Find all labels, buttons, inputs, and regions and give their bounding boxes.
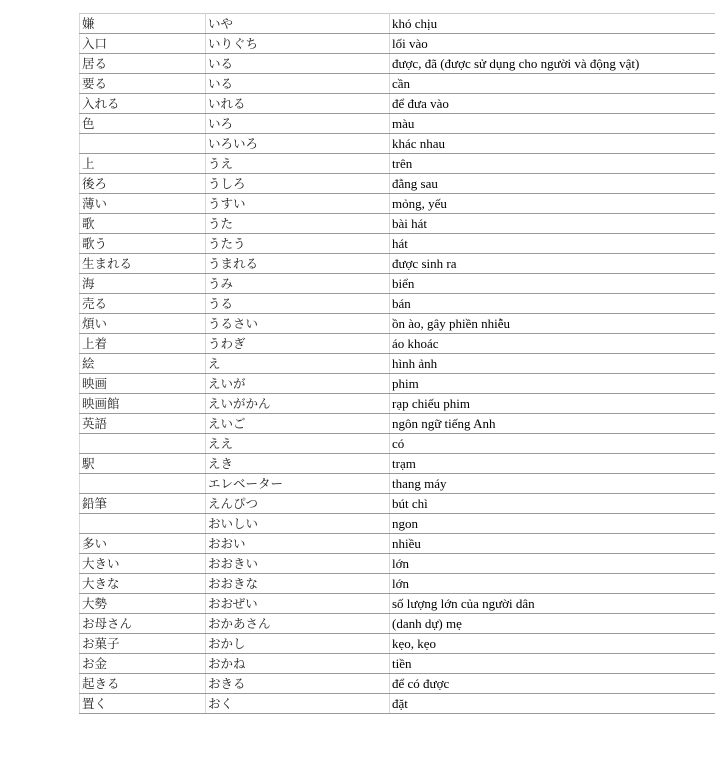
table-row [80, 494, 715, 514]
kana-cell: うた [206, 214, 390, 234]
meaning-cell: ồn ào, gây phiền nhiễu [390, 314, 715, 334]
table-row [80, 14, 715, 34]
table-row [80, 414, 715, 434]
kana-cell: うしろ [206, 174, 390, 194]
table-row [80, 554, 715, 574]
kana-cell: いれる [206, 94, 390, 114]
kanji-cell: 売る [80, 294, 206, 314]
kanji-cell: 後ろ [80, 174, 206, 194]
meaning-cell: trạm [390, 454, 715, 474]
kana-cell: えいがかん [206, 394, 390, 414]
kanji-cell: 嫌 [80, 14, 206, 34]
table-row [80, 574, 715, 594]
table-row [80, 454, 715, 474]
table-row [80, 374, 715, 394]
table-row [80, 254, 715, 274]
kana-cell: いろ [206, 114, 390, 134]
table-row [80, 654, 715, 674]
kana-cell: うまれる [206, 254, 390, 274]
kana-cell: いや [206, 14, 390, 34]
table-row [80, 514, 715, 534]
kana-cell: おいしい [206, 514, 390, 534]
kana-cell: うすい [206, 194, 390, 214]
meaning-cell: lớn [390, 554, 715, 574]
kanji-cell: 大きい [80, 554, 206, 574]
meaning-cell: áo khoác [390, 334, 715, 354]
meaning-cell: để đưa vào [390, 94, 715, 114]
meaning-cell: lối vào [390, 34, 715, 54]
meaning-cell: khó chịu [390, 14, 715, 34]
table-row [80, 154, 715, 174]
kana-cell: おおきな [206, 574, 390, 594]
kana-cell: いる [206, 74, 390, 94]
meaning-cell: đặt [390, 694, 715, 714]
meaning-cell: (danh dự) mẹ [390, 614, 715, 634]
kana-cell: おかね [206, 654, 390, 674]
kana-cell: うわぎ [206, 334, 390, 354]
kana-cell: おかし [206, 634, 390, 654]
table-row [80, 294, 715, 314]
kanji-cell [80, 434, 206, 454]
meaning-cell: kẹo, kẹo [390, 634, 715, 654]
kana-cell: ええ [206, 434, 390, 454]
kanji-cell: 要る [80, 74, 206, 94]
meaning-cell: được, đã (được sử dụng cho người và động vật) [390, 54, 715, 74]
table-row [80, 474, 715, 494]
kana-cell: いりぐち [206, 34, 390, 54]
kanji-cell: 置く [80, 694, 206, 714]
kana-cell: うる [206, 294, 390, 314]
meaning-cell: đằng sau [390, 174, 715, 194]
kanji-cell: 上着 [80, 334, 206, 354]
kanji-cell: 歌う [80, 234, 206, 254]
kanji-cell: 英語 [80, 414, 206, 434]
kanji-cell: 多い [80, 534, 206, 554]
kanji-cell: 大きな [80, 574, 206, 594]
meaning-cell: để có được [390, 674, 715, 694]
kana-cell: おおきい [206, 554, 390, 574]
kana-cell: おかあさん [206, 614, 390, 634]
meaning-cell: lớn [390, 574, 715, 594]
kana-cell: うえ [206, 154, 390, 174]
meaning-cell: bút chì [390, 494, 715, 514]
kana-cell: うたう [206, 234, 390, 254]
meaning-cell: có [390, 434, 715, 454]
meaning-cell: cần [390, 74, 715, 94]
table-row [80, 674, 715, 694]
table-row [80, 74, 715, 94]
table-row [80, 354, 715, 374]
table-row [80, 274, 715, 294]
table-row [80, 94, 715, 114]
kanji-cell: 歌 [80, 214, 206, 234]
meaning-cell: được sinh ra [390, 254, 715, 274]
meaning-cell: mỏng, yếu [390, 194, 715, 214]
kanji-cell: お母さん [80, 614, 206, 634]
kanji-cell: 生まれる [80, 254, 206, 274]
table-row [80, 134, 715, 154]
vocabulary-table-body [80, 14, 715, 714]
table-row [80, 214, 715, 234]
meaning-cell: thang máy [390, 474, 715, 494]
meaning-cell: hát [390, 234, 715, 254]
kanji-cell: 映画 [80, 374, 206, 394]
table-row [80, 314, 715, 334]
kana-cell: おおぜい [206, 594, 390, 614]
kanji-cell [80, 474, 206, 494]
table-row [80, 694, 715, 714]
table-row [80, 54, 715, 74]
meaning-cell: màu [390, 114, 715, 134]
kanji-cell: お金 [80, 654, 206, 674]
meaning-cell: phim [390, 374, 715, 394]
table-row [80, 534, 715, 554]
kanji-cell [80, 134, 206, 154]
kanji-cell: 海 [80, 274, 206, 294]
meaning-cell: biển [390, 274, 715, 294]
kanji-cell: 煩い [80, 314, 206, 334]
table-row [80, 434, 715, 454]
table-row [80, 334, 715, 354]
kanji-cell: 鉛筆 [80, 494, 206, 514]
kana-cell: うるさい [206, 314, 390, 334]
kana-cell: いろいろ [206, 134, 390, 154]
kana-cell: おきる [206, 674, 390, 694]
kana-cell: いる [206, 54, 390, 74]
kanji-cell: お菓子 [80, 634, 206, 654]
table-row [80, 394, 715, 414]
kanji-cell [80, 514, 206, 534]
kanji-cell: 居る [80, 54, 206, 74]
kana-cell: え [206, 354, 390, 374]
meaning-cell: số lượng lớn của người dân [390, 594, 715, 614]
kanji-cell: 起きる [80, 674, 206, 694]
kana-cell: おく [206, 694, 390, 714]
meaning-cell: bán [390, 294, 715, 314]
meaning-cell: bài hát [390, 214, 715, 234]
table-row [80, 174, 715, 194]
table-row [80, 34, 715, 54]
kanji-cell: 薄い [80, 194, 206, 214]
meaning-cell: trên [390, 154, 715, 174]
kana-cell: うみ [206, 274, 390, 294]
kanji-cell: 絵 [80, 354, 206, 374]
meaning-cell: rạp chiếu phim [390, 394, 715, 414]
meaning-cell: hình ảnh [390, 354, 715, 374]
kanji-cell: 入口 [80, 34, 206, 54]
vocabulary-table [79, 13, 715, 714]
table-row [80, 594, 715, 614]
kanji-cell: 大勢 [80, 594, 206, 614]
table-row [80, 634, 715, 654]
kana-cell: えいご [206, 414, 390, 434]
kana-cell: えんぴつ [206, 494, 390, 514]
kanji-cell: 入れる [80, 94, 206, 114]
kanji-cell: 駅 [80, 454, 206, 474]
meaning-cell: khác nhau [390, 134, 715, 154]
kanji-cell: 上 [80, 154, 206, 174]
table-row [80, 114, 715, 134]
meaning-cell: tiền [390, 654, 715, 674]
kana-cell: えき [206, 454, 390, 474]
table-row [80, 614, 715, 634]
kana-cell: エレベーター [206, 474, 390, 494]
table-row [80, 194, 715, 214]
table-row [80, 234, 715, 254]
kana-cell: おおい [206, 534, 390, 554]
meaning-cell: nhiều [390, 534, 715, 554]
kana-cell: えいが [206, 374, 390, 394]
meaning-cell: ngon [390, 514, 715, 534]
kanji-cell: 映画館 [80, 394, 206, 414]
meaning-cell: ngôn ngữ tiếng Anh [390, 414, 715, 434]
kanji-cell: 色 [80, 114, 206, 134]
